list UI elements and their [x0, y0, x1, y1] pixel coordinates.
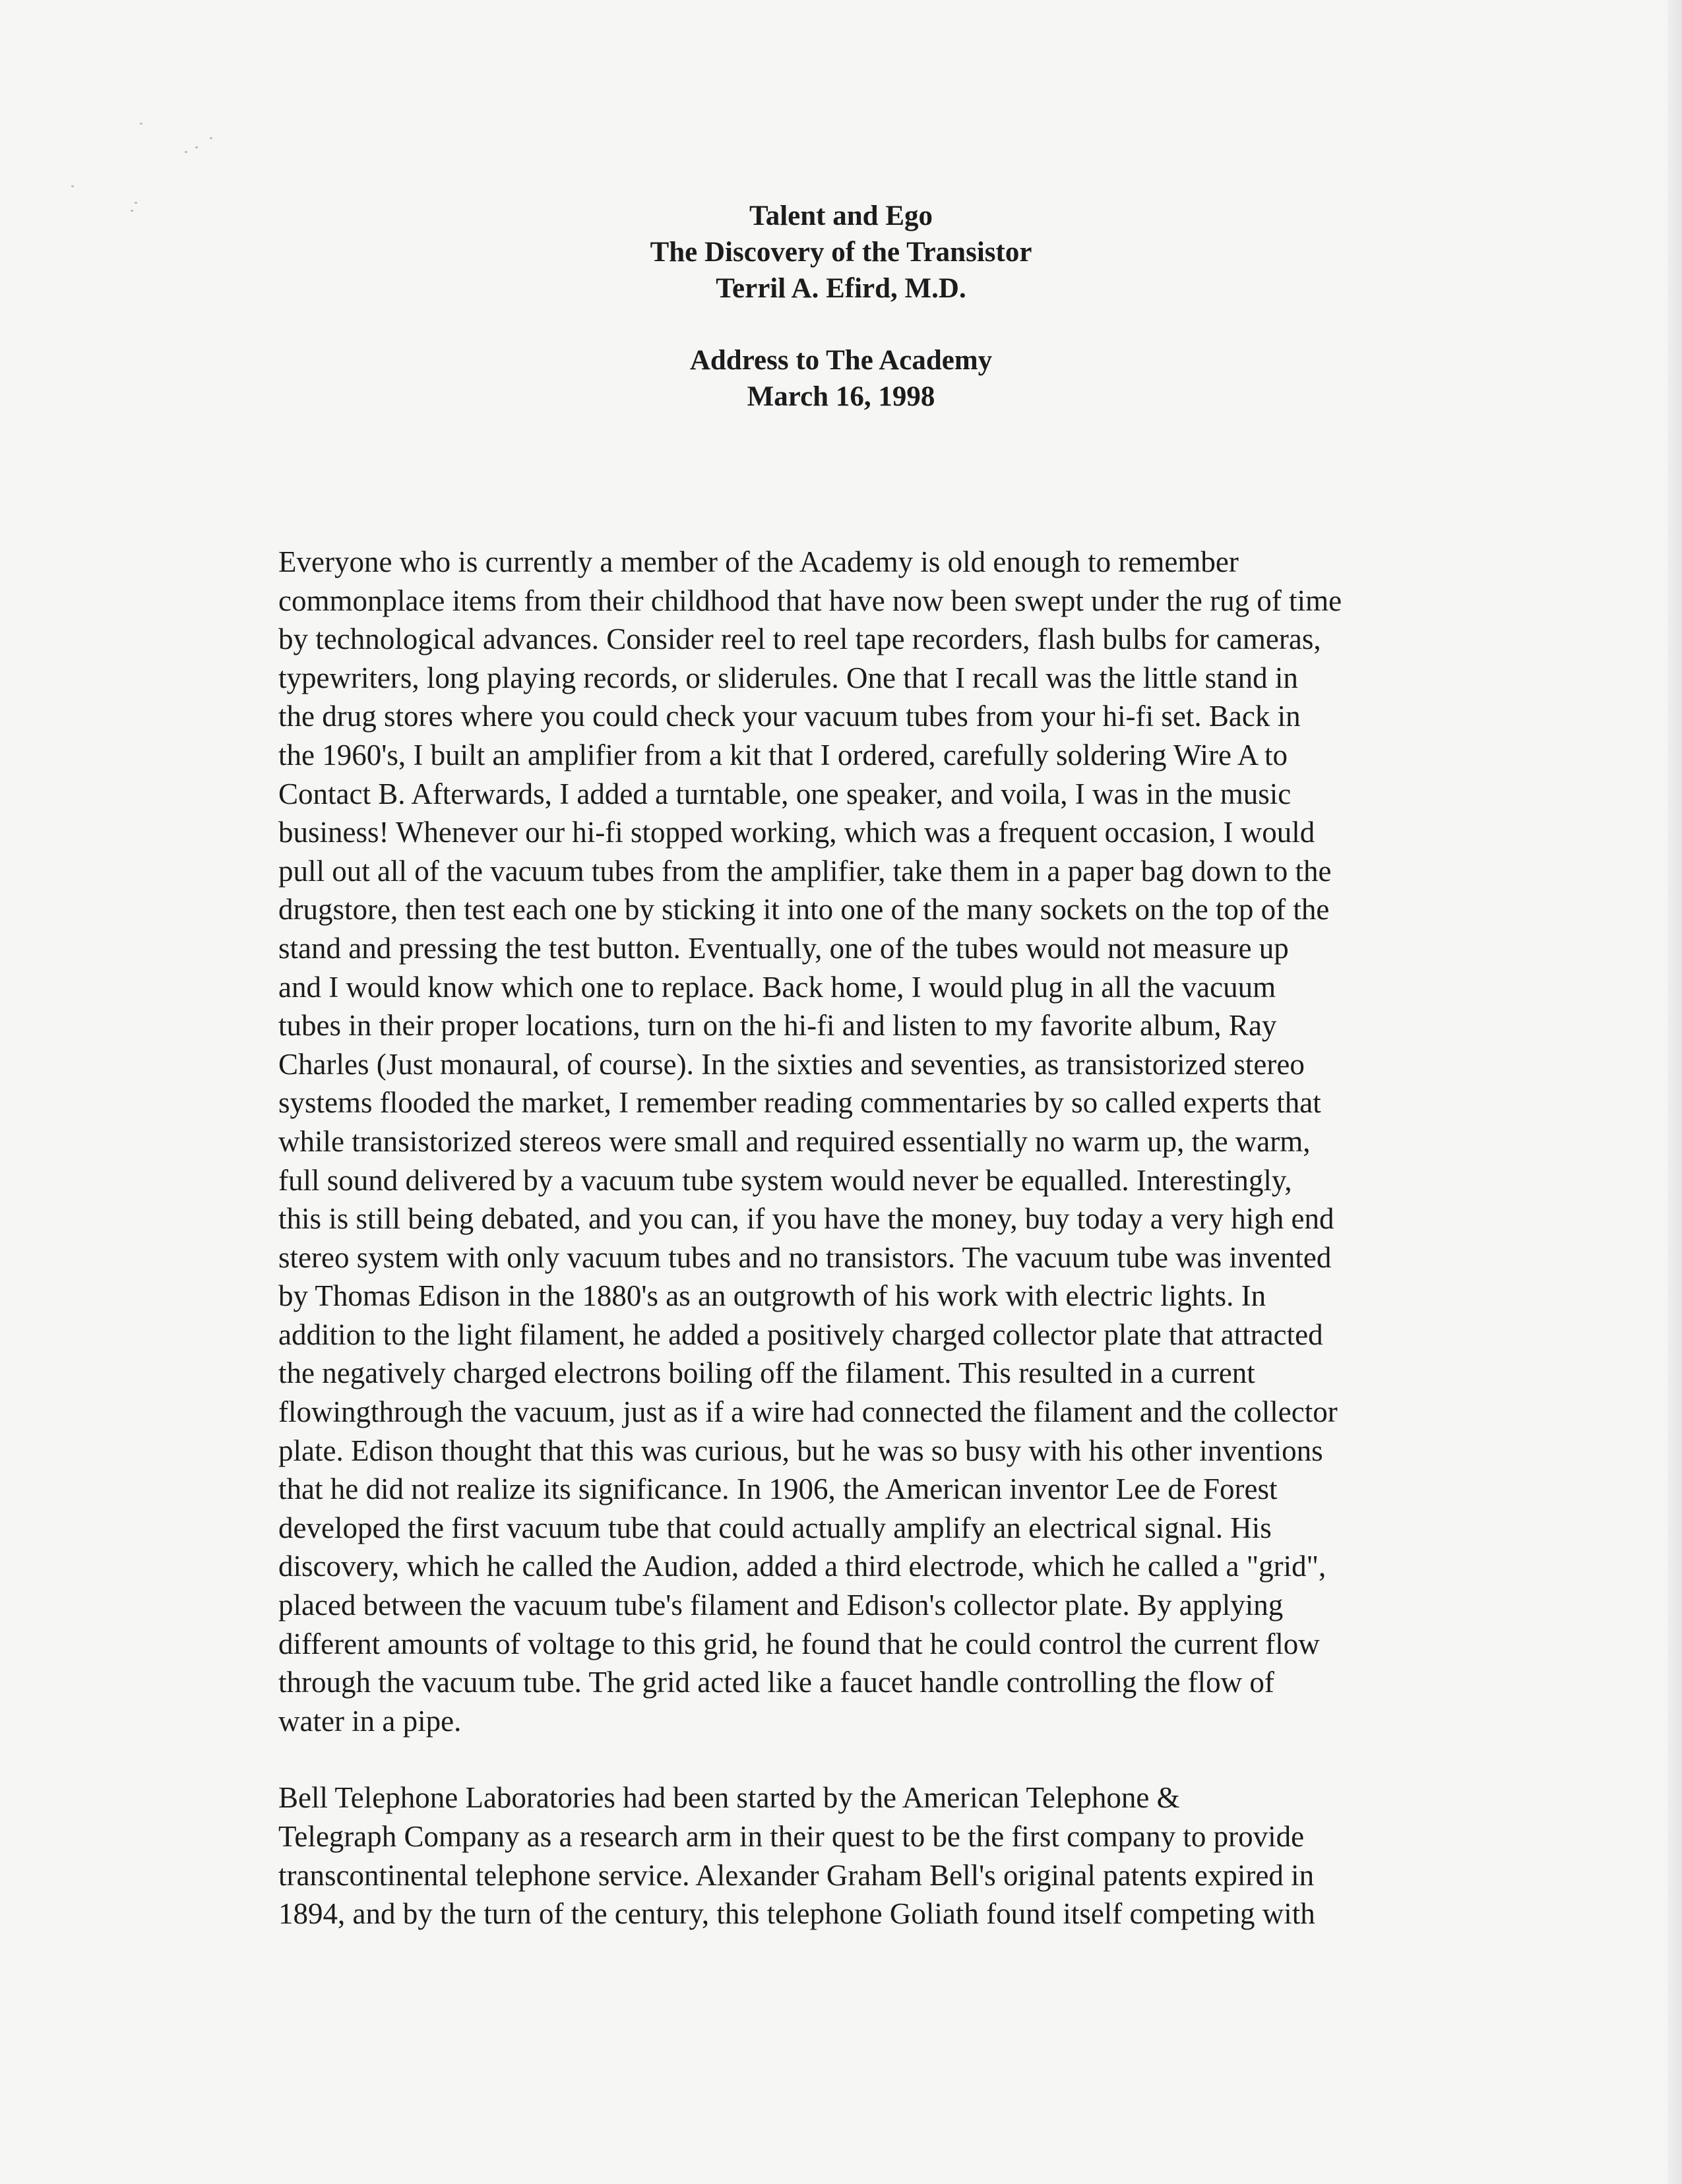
text-line: by technological advances. Consider reel to reel tape recorders, flash bulbs for cameras,	[278, 622, 1321, 656]
text-line: transcontinental telephone service. Alexander Graham Bell's original patents expired in	[278, 1858, 1315, 1892]
text-line: discovery, which he called the Audion, added a third electrode, which he called a "grid",	[278, 1550, 1326, 1583]
text-line: plate. Edison thought that this was curious, but he was so busy with his other inventions	[278, 1434, 1323, 1467]
text-line: through the vacuum tube. The grid acted like a faucet handle controlling the flow of	[278, 1666, 1274, 1699]
text-line: Everyone who is currently a member of the Academy is old enough to remember	[278, 545, 1239, 578]
document-occasion: Address to The Academy	[689, 345, 993, 376]
text-line: commonplace items from their childhood that have now been swept under the rug of time	[278, 584, 1342, 617]
document-date: March 16, 1998	[747, 381, 935, 412]
scan-speck	[210, 137, 212, 139]
document-header	[0, 198, 1682, 415]
text-line: full sound delivered by a vacuum tube system would never be equalled. Interestingly,	[278, 1163, 1292, 1197]
scan-speck	[195, 146, 198, 148]
scan-speck	[140, 123, 142, 125]
text-line: water in a pipe.	[278, 1704, 462, 1738]
text-line: Charles (Just monaural, of course). In the sixties and seventies, as transistorized stereo	[278, 1047, 1305, 1081]
text-line: stand and pressing the test button. Eventually, one of the tubes would not measure up	[278, 931, 1289, 965]
text-line: while transistorized stereos were small and required essentially no warm up, the warm,	[278, 1124, 1311, 1158]
text-line: Telegraph Company as a research arm in their quest to be the first company to provide	[278, 1820, 1305, 1853]
text-line: and I would know which one to replace. Back home, I would plug in all the vacuum	[278, 970, 1276, 1004]
document-subtitle: The Discovery of the Transistor	[650, 237, 1032, 268]
text-line: tubes in their proper locations, turn on the hi-fi and listen to my favorite album, Ray	[278, 1009, 1277, 1043]
text-line: the negatively charged electrons boiling off the filament. This resulted in a current	[278, 1356, 1255, 1390]
text-line: this is still being debated, and you can, if you have the money, buy today a very high end	[278, 1202, 1334, 1236]
text-line: Contact B. Afterwards, I added a turntable, one speaker, and voila, I was in the music	[278, 777, 1292, 810]
text-line: by Thomas Edison in the 1880's as an outgrowth of his work with electric lights. In	[278, 1279, 1266, 1313]
text-line: pull out all of the vacuum tubes from the amplifier, take them in a paper bag down to the	[278, 854, 1332, 888]
document-body	[237, 543, 1412, 1933]
paragraph-1	[237, 543, 1412, 1740]
text-line: the drug stores where you could check your vacuum tubes from your hi-fi set. Back in	[278, 700, 1301, 733]
text-line: stereo system with only vacuum tubes and no transistors. The vacuum tube was invented	[278, 1240, 1332, 1274]
text-line: placed between the vacuum tube's filament and Edison's collector plate. By applying	[278, 1589, 1284, 1622]
paragraph-2	[237, 1778, 1412, 1933]
text-line: flowingthrough the vacuum, just as if a wire had connected the filament and the collector	[278, 1395, 1338, 1429]
text-line: Bell Telephone Laboratories had been started by the American Telephone &	[278, 1781, 1180, 1815]
text-line: the 1960's, I built an amplifier from a kit that I ordered, carefully soldering Wire A to	[278, 738, 1288, 772]
document-title: Talent and Ego	[749, 200, 933, 231]
text-line: 1894, and by the turn of the century, this telephone Goliath found itself competing with	[278, 1897, 1315, 1931]
document-author: Terril A. Efird, M.D.	[716, 273, 966, 304]
text-line: addition to the light filament, he added a positively charged collector plate that attracted	[278, 1318, 1323, 1351]
scan-speck	[185, 151, 187, 153]
text-line: systems flooded the market, I remember reading commentaries by so called experts that	[278, 1086, 1321, 1120]
text-line: that he did not realize its significance. In 1906, the American inventor Lee de Forest	[278, 1472, 1278, 1506]
header-spacer	[0, 307, 1682, 342]
text-line: typewriters, long playing records, or sliderules. One that I recall was the little stand in	[278, 661, 1298, 694]
text-line: business! Whenever our hi-fi stopped working, which was a frequent occasion, I would	[278, 816, 1315, 849]
text-line: different amounts of voltage to this grid, he found that he could control the current flow	[278, 1627, 1320, 1660]
scan-speck	[71, 185, 74, 187]
text-line: drugstore, then test each one by sticking it into one of the many sockets on the top of the	[278, 893, 1330, 926]
text-line: developed the first vacuum tube that could actually amplify an electrical signal. His	[278, 1511, 1272, 1544]
